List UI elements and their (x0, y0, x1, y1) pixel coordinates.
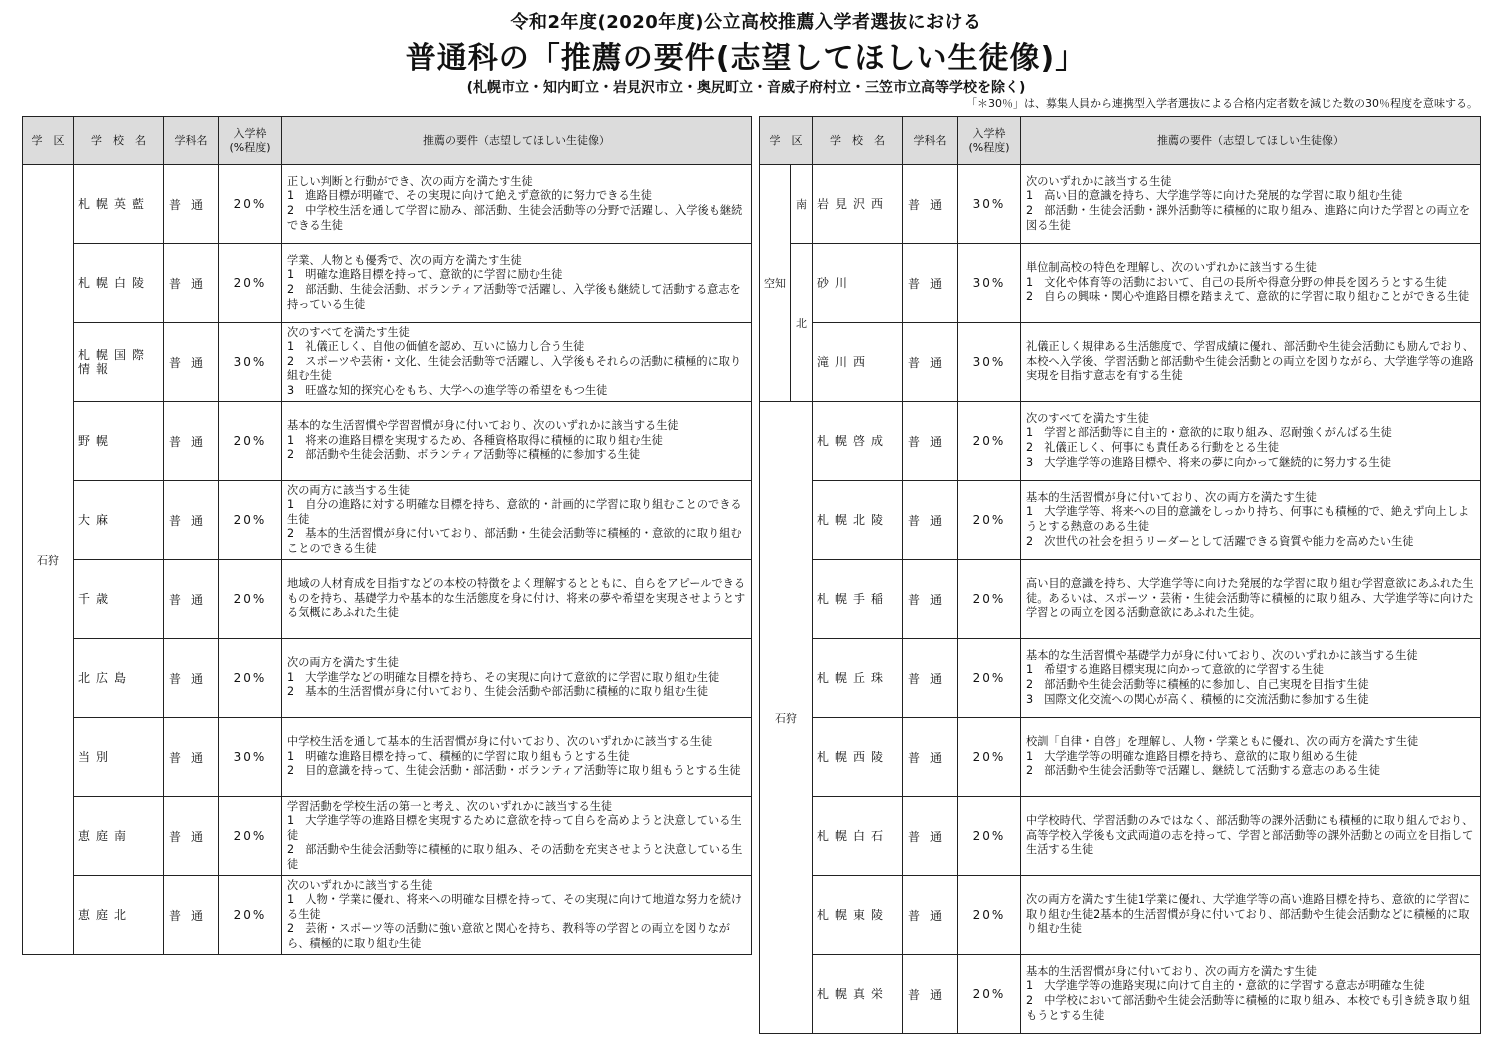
admission-rate: 30% (219, 323, 282, 402)
school-name: 札幌白陵 (74, 244, 164, 323)
admission-rate: 20% (958, 639, 1021, 718)
table-row (760, 560, 1481, 639)
admission-rate: 20% (219, 402, 282, 481)
requirement-line: 次の両方を満たす生徒1学業に優れ、大学進学等の高い進路目標を持ち、意欲的に学習に取り組む生徒2基本的生活習慣が身に付いており、部活動や生徒会活動などに積極的に取り組む生徒 (1026, 893, 1471, 936)
requirement-line: 1 将来の進路目標を実現するため、各種資格取得に積極的に取り組む生徒 (287, 433, 663, 447)
requirement-line: 1 進路目標が明確で、その実現に向けて絶えず意欲的に努力できる生徒 (287, 189, 652, 203)
requirement-line: 2 基本的生活習慣が身に付いており、生徒会活動や部活動に積極的に取り組む生徒 (287, 685, 709, 699)
admission-rate: 20% (958, 797, 1021, 876)
admission-rate: 20% (958, 481, 1021, 560)
table-header-row (760, 117, 1481, 165)
requirement-line: 1 自分の進路に対する明確な目標を持ち、意欲的・計画的に学習に取り組むことのできる生徒 (287, 498, 742, 526)
table-row (760, 323, 1481, 402)
table-header-row (23, 117, 752, 165)
school-name: 岩見沢西 (813, 165, 903, 244)
requirement-line: 次のいずれかに該当する生徒 (1026, 174, 1172, 188)
requirement-line: 1 大学進学等の進路目標を実現するために意欲を持って自らを高めようと決意している生徒 (287, 814, 742, 842)
requirement-line: 次のすべてを満たす生徒 (1026, 411, 1149, 425)
admission-rate: 30% (219, 718, 282, 797)
table-row (760, 165, 1481, 244)
requirement-line: 基本的生活習慣が身に付いており、次の両方を満たす生徒 (1026, 490, 1317, 504)
requirement-line: 2 自らの興味・関心や進路目標を踏まえて、意欲的に学習に取り組むことができる生徒 (1026, 290, 1470, 304)
requirements-text (1021, 718, 1481, 797)
school-name: 札幌真栄 (813, 955, 903, 1034)
left-table-body (23, 165, 752, 955)
table-row (23, 797, 752, 876)
requirement-line: 1 大学進学などの明確な目標を持ち、その実現に向けて意欲的に学習に取り組む生徒 (287, 670, 720, 684)
admission-rate: 20% (219, 165, 282, 244)
admission-rate: 20% (219, 244, 282, 323)
requirements-text (282, 481, 752, 560)
requirement-line: 礼儀正しく規律ある生活態度で、学習成績に優れ、部活動や生徒会活動にも励んでおり、本校へ入学後、学習活動と部活動や生徒会活動との両立を図りながら、大学進学等の進路実現を目指す意志を有する生徒 (1026, 340, 1474, 383)
requirement-line: 次の両方に該当する生徒 (287, 483, 411, 497)
requirement-line: 2 スポーツや芸術・文化、生徒会活動等で活躍し、入学後もそれらの活動に積極的に取り組む生徒 (287, 354, 742, 383)
course-name: 普通 (164, 165, 219, 244)
requirements-text (1021, 560, 1481, 639)
subarea-kita: 北 (791, 244, 813, 402)
col-header-rate: 入学枠 (%程度) (958, 117, 1021, 165)
table-row (760, 797, 1481, 876)
requirement-line: 2 部活動や生徒会活動、ボランティア活動等に積極的に参加する生徒 (287, 448, 641, 462)
course-name: 普通 (164, 876, 219, 955)
admission-rate: 30% (958, 165, 1021, 244)
table-row (760, 876, 1481, 955)
requirement-line: 1 大学進学等の明確な進路目標を持ち、意欲的に取り組める生徒 (1026, 749, 1358, 763)
title-exclusions: (札幌市立・知内町立・岩見沢市立・奥尻町立・音威子府村立・三笠市立高等学校を除く) (466, 80, 1026, 96)
requirement-line: 1 高い目的意識を持ち、大学進学等に向けた発展的な学習に取り組む生徒 (1026, 189, 1403, 203)
admission-rate: 30% (958, 244, 1021, 323)
table-row (23, 402, 752, 481)
school-name: 札幌丘珠 (813, 639, 903, 718)
course-name: 普通 (164, 797, 219, 876)
requirement-line: 2 基本的生活習慣が身に付いており、部活動・生徒会活動等に積極的・意欲的に取り組むことのできる生徒 (287, 527, 742, 555)
table-row (23, 244, 752, 323)
school-name: 千歳 (74, 560, 164, 639)
requirement-line: 1 明確な進路目標を持って、積極的に学習に取り組もうとする生徒 (287, 749, 630, 763)
requirement-line: 高い目的意識を持ち、大学進学等に向けた発展的な学習に取り組む学習意欲にあふれた生徒。あるいは、スポーツ・芸術・生徒会活動等に積極的に取り組み、大学進学等に向けた学習との両立を図る活動意欲にあふれた生徒。 (1026, 577, 1474, 620)
school-name: 札幌西陵 (813, 718, 903, 797)
left-requirements-table (22, 116, 752, 955)
requirements-text (1021, 402, 1481, 481)
requirement-line: 2 部活動・生徒会活動・課外活動等に積極的に取り組み、進路に向けた学習との両立を図る生徒 (1026, 204, 1471, 232)
requirement-line: 1 学習と部活動等に自主的・意欲的に取り組み、忍耐強くがんばる生徒 (1026, 426, 1392, 440)
col-header-requirements: 推薦の要件（志望してほしい生徒像） (1021, 117, 1481, 165)
table-row (23, 639, 752, 718)
school-name: 札幌国際情報 (74, 323, 164, 402)
school-name: 野幌 (74, 402, 164, 481)
admission-rate: 30% (958, 323, 1021, 402)
course-name: 普通 (903, 718, 958, 797)
table-row (23, 560, 752, 639)
table-row (23, 481, 752, 560)
school-name: 札幌英藍 (74, 165, 164, 244)
school-name: 札幌白石 (813, 797, 903, 876)
school-name: 札幌東陵 (813, 876, 903, 955)
school-name: 大麻 (74, 481, 164, 560)
requirements-text (1021, 797, 1481, 876)
requirements-text (282, 797, 752, 876)
requirement-line: 2 部活動、生徒会活動、ボランティア活動等で活躍し、入学後も継続して活動する意志を持っている生徒 (287, 283, 741, 311)
course-name: 普通 (903, 955, 958, 1034)
table-row (760, 402, 1481, 481)
requirements-text (1021, 481, 1481, 560)
admission-rate: 20% (219, 797, 282, 876)
requirement-line: 中学校生活を通して基本的生活習慣が身に付いており、次のいずれかに該当する生徒 (287, 735, 713, 749)
requirements-text (282, 244, 752, 323)
requirement-line: 1 人物・学業に優れ、将来への明確な目標を持って、その実現に向けて地道な努力を続ける生徒 (287, 893, 743, 921)
course-name: 普通 (164, 639, 219, 718)
requirement-line: 3 旺盛な知的探究心をもち、大学への進学等の希望をもつ生徒 (287, 383, 608, 397)
course-name: 普通 (164, 481, 219, 560)
school-name: 恵庭北 (74, 876, 164, 955)
requirement-line: 2 芸術・スポーツ等の活動に強い意欲と関心を持ち、教科等の学習との両立を図りながら、積極的に取り組む生徒 (287, 922, 730, 950)
requirement-line: 基本的な生活習慣や基礎学力が身に付いており、次のいずれかに該当する生徒 (1026, 648, 1418, 662)
requirement-line: 学業、人物とも優秀で、次の両方を満たす生徒 (287, 253, 522, 267)
admission-rate: 20% (219, 481, 282, 560)
requirement-line: 2 中学校生活を通して学習に励み、部活動、生徒会活動等の分野で活躍し、入学後も継続できる生徒 (287, 204, 743, 232)
title-line-1: 令和2年度(2020年度)公立高校推薦入学者選抜における (510, 12, 982, 33)
course-name: 普通 (164, 244, 219, 323)
col-header-area: 学 区 (23, 117, 74, 165)
course-name: 普通 (164, 323, 219, 402)
course-name: 普通 (903, 797, 958, 876)
requirement-line: 2 目的意識を持って、生徒会活動・部活動・ボランティア活動等に取り組もうとする生徒 (287, 764, 741, 778)
admission-rate: 20% (958, 876, 1021, 955)
school-name: 当別 (74, 718, 164, 797)
area-sorachi: 空知 (760, 165, 791, 402)
requirement-line: 正しい判断と行動ができ、次の両方を満たす生徒 (287, 174, 533, 188)
course-name: 普通 (164, 402, 219, 481)
requirements-text (282, 323, 752, 402)
subarea-minami: 南 (791, 165, 813, 244)
col-header-school: 学 校 名 (813, 117, 903, 165)
admission-rate: 20% (958, 402, 1021, 481)
requirements-text (282, 560, 752, 639)
requirements-text (282, 639, 752, 718)
course-name: 普通 (903, 481, 958, 560)
requirement-line: 地域の人材育成を目指すなどの本校の特徴をよく理解するとともに、自らをアピールできるものを持ち、基礎学力や基本的な生活態度を身に付け、将来の夢や希望を実現させようとする気概にあふれた生徒 (287, 577, 746, 620)
requirement-line: 1 希望する進路目標実現に向かって意欲的に学習する生徒 (1026, 663, 1324, 677)
requirement-line: 1 大学進学等、将来への目的意識をしっかり持ち、何事にも積極的で、絶えず向上しようとする熱意のある生徒 (1026, 505, 1470, 533)
table-row (760, 244, 1481, 323)
requirement-line: 学習活動を学校生活の第一と考え、次のいずれかに該当する生徒 (287, 799, 613, 813)
course-name: 普通 (903, 876, 958, 955)
area-ishikari: 石狩 (760, 402, 813, 1034)
table-row (23, 323, 752, 402)
requirement-line: 単位制高校の特色を理解し、次のいずれかに該当する生徒 (1026, 261, 1317, 275)
course-name: 普通 (903, 560, 958, 639)
requirement-line: 2 次世代の社会を担うリーダーとして活躍できる資質や能力を高めたい生徒 (1026, 534, 1414, 548)
admission-rate: 20% (219, 876, 282, 955)
col-header-requirements: 推薦の要件（志望してほしい生徒像） (282, 117, 752, 165)
table-row (760, 718, 1481, 797)
col-header-course: 学科名 (903, 117, 958, 165)
table-row (760, 639, 1481, 718)
table-row (760, 481, 1481, 560)
requirement-line: 2 部活動や生徒会活動等に積極的に取り組み、その活動を充実させようと決意している生徒 (287, 843, 743, 871)
requirement-line: 3 国際文化交流への関心が高く、積極的に交流活動に参加する生徒 (1026, 692, 1369, 706)
admission-rate: 20% (958, 560, 1021, 639)
requirement-line: 3 大学進学等の進路目標や、将来の夢に向かって継続的に努力する生徒 (1026, 455, 1391, 469)
requirement-line: 1 礼儀正しく、自他の価値を認め、互いに協力し合う生徒 (287, 340, 585, 354)
course-name: 普通 (164, 560, 219, 639)
requirement-line: 基本的な生活習慣や学習習慣が身に付いており、次のいずれかに該当する生徒 (287, 419, 679, 433)
right-table-body (760, 165, 1481, 1034)
table-row (23, 718, 752, 797)
requirement-line: 基本的生活習慣が身に付いており、次の両方を満たす生徒 (1026, 964, 1317, 978)
requirements-text (1021, 876, 1481, 955)
course-name: 普通 (903, 244, 958, 323)
requirement-line: 2 部活動や生徒会活動等に積極的に参加し、自己実現を目指す生徒 (1026, 678, 1369, 691)
requirements-text (282, 402, 752, 481)
course-name: 普通 (903, 323, 958, 402)
requirement-line: 2 部活動や生徒会活動等で活躍し、継続して活動する意志のある生徒 (1026, 764, 1380, 778)
school-name: 北広島 (74, 639, 164, 718)
admission-rate: 20% (219, 639, 282, 718)
school-name: 滝川西 (813, 323, 903, 402)
table-row (760, 955, 1481, 1034)
course-name: 普通 (164, 718, 219, 797)
requirements-text (282, 876, 752, 955)
col-header-course: 学科名 (164, 117, 219, 165)
requirements-text (1021, 955, 1481, 1034)
requirement-line: 2 礼儀正しく、何事にも責任ある行動をとる生徒 (1026, 441, 1280, 454)
admission-rate: 20% (958, 955, 1021, 1034)
requirement-line: 次の両方を満たす生徒 (287, 656, 399, 670)
requirements-text (1021, 165, 1481, 244)
table-row (23, 876, 752, 955)
school-name: 恵庭南 (74, 797, 164, 876)
col-header-area: 学 区 (760, 117, 813, 165)
school-name: 札幌啓成 (813, 402, 903, 481)
requirements-text (282, 718, 752, 797)
requirement-line: 1 文化や体育等の活動において、自己の長所や得意分野の伸長を図ろうとする生徒 (1026, 275, 1447, 289)
course-name: 普通 (903, 639, 958, 718)
requirement-line: 中学校時代、学習活動のみではなく、部活動等の課外活動にも積極的に取り組んでおり、高等学校入学後も文武両道の志を持って、学習と部活動等の課外活動との両立を目指して生活する生徒 (1026, 814, 1474, 857)
requirements-text (1021, 323, 1481, 402)
requirements-text (282, 165, 752, 244)
requirement-line: 1 明確な進路目標を持って、意欲的に学習に励む生徒 (287, 268, 563, 282)
requirement-line: 校訓「自律・自啓」を理解し、人物・学業ともに優れ、次の両方を満たす生徒 (1026, 735, 1419, 749)
requirements-text (1021, 244, 1481, 323)
page-title: 普通科の「推薦の要件(志望してほしい生徒像)」 (405, 41, 1087, 76)
admission-rate: 20% (219, 560, 282, 639)
area-ishikari: 石狩 (23, 165, 74, 955)
requirement-line: 2 中学校において部活動や生徒会活動等に積極的に取り組み、本校でも引き続き取り組もうとする生徒 (1026, 994, 1471, 1022)
requirement-line: 次のすべてを満たす生徒 (287, 325, 410, 339)
col-header-school: 学 校 名 (74, 117, 164, 165)
table-row (23, 165, 752, 244)
course-name: 普通 (903, 402, 958, 481)
school-name: 札幌手稲 (813, 560, 903, 639)
admission-rate: 20% (958, 718, 1021, 797)
school-name: 札幌北陵 (813, 481, 903, 560)
requirement-line: 次のいずれかに該当する生徒 (287, 878, 433, 892)
footnote-30-percent: 「＊30％」は、募集人員から連携型入学者選抜による合格内定者数を減じた数の30％程度を意味する。 (966, 97, 1478, 110)
requirement-line: 1 大学進学等の進路実現に向けて自主的・意欲的に学習する意志が明確な生徒 (1026, 979, 1425, 993)
course-name: 普通 (903, 165, 958, 244)
right-requirements-table (759, 116, 1481, 1034)
school-name: 砂川 (813, 244, 903, 323)
col-header-rate: 入学枠 (%程度) (219, 117, 282, 165)
requirements-text (1021, 639, 1481, 718)
